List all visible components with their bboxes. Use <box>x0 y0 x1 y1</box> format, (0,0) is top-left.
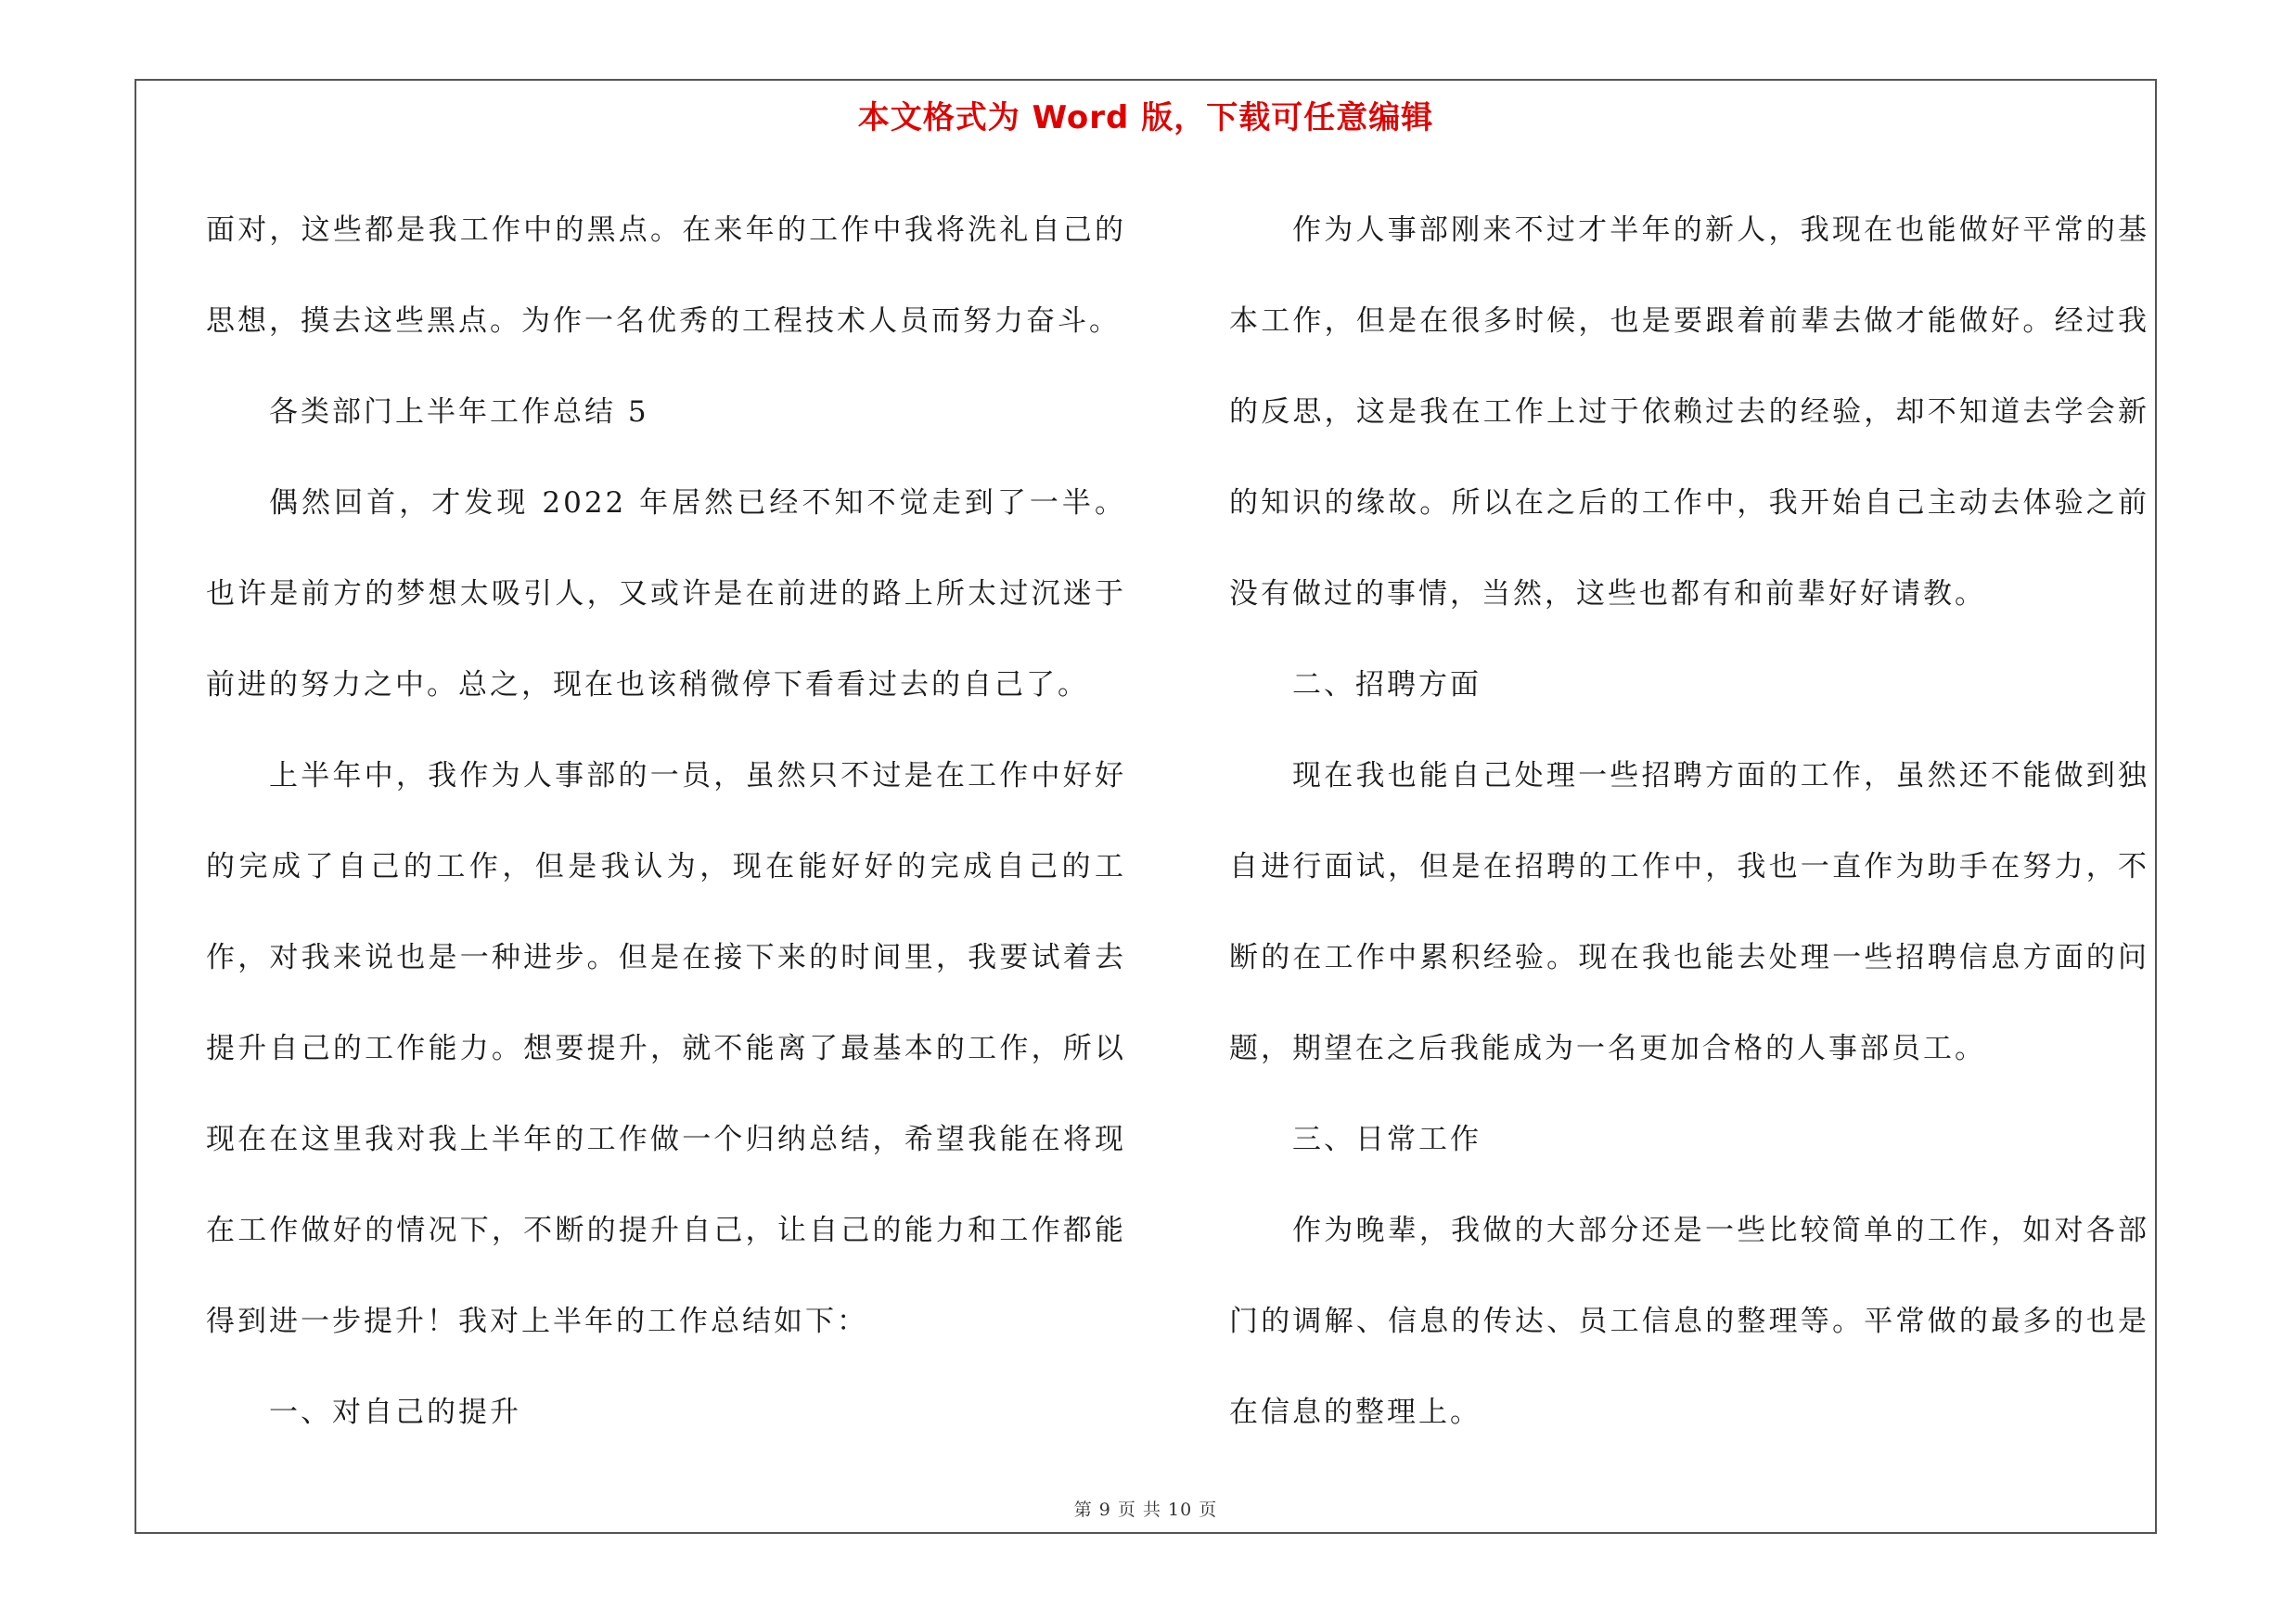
section-heading: 二、招聘方面 <box>1292 668 1481 702</box>
paragraph: 现在我也能自己处理一些招聘方面的工作，虽然还不能做到独自进行面试，但是在招聘的工作中，我也一直作为助手在努力，不断的在工作中累积经验。现在我也能去处理一些招聘信息方面的问题，期望在之后我能成为一名更加合格的人事部员工。 <box>1229 759 2149 1065</box>
paragraph: 作为晚辈，我做的大部分还是一些比较简单的工作，如对各部门的调解、信息的传达、员工信息的整理等。平常做的最多的也是在信息的整理上。 <box>1229 1214 2149 1429</box>
section-heading: 三、日常工作 <box>1292 1123 1481 1156</box>
paragraph: 面对，这些都是我工作中的黑点。在来年的工作中我将洗礼自己的思想，摸去这些黑点。为作一名优秀的工程技术人员而努力奋斗。 <box>206 213 1126 338</box>
page-number: 第 9 页 共 10 页 <box>1073 1500 1218 1520</box>
right-column <box>1229 185 2149 1458</box>
paragraph: 偶然回首，才发现 2022 年居然已经不知不觉走到了一半。也许是前方的梦想太吸引人，又或许是在前进的路上所太过沉迷于前进的努力之中。总之，现在也该稍微停下看看过去的自己了。 <box>206 486 1126 702</box>
paragraph: 上半年中，我作为人事部的一员，虽然只不过是在工作中好好的完成了自己的工作，但是我认为，现在能好好的完成自己的工作，对我来说也是一种进步。但是在接下来的时间里，我要试着去提升自己的工作能力。想要提升，就不能离了最基本的工作，所以现在在这里我对我上半年的工作做一个归纳总结，希望我能在将现在工作做好的情况下，不断的提升自己，让自己的能力和工作都能得到进一步提升！我对上半年的工作总结如下： <box>206 759 1126 1338</box>
paragraph: 作为人事部刚来不过才半年的新人，我现在也能做好平常的基本工作，但是在很多时候，也是要跟着前辈去做才能做好。经过我的反思，这是我在工作上过于依赖过去的经验，却不知道去学会新的知识的缘故。所以在之后的工作中，我开始自己主动去体验之前没有做过的事情，当然，这些也都有和前辈好好请教。 <box>1229 213 2149 611</box>
format-banner: 本文格式为 Word 版，下载可任意编辑 <box>857 99 1434 136</box>
left-column <box>206 185 1126 1458</box>
section-heading: 各类部门上半年工作总结 5 <box>269 395 649 429</box>
section-heading: 一、对自己的提升 <box>269 1396 521 1429</box>
page-frame <box>135 79 2157 1534</box>
